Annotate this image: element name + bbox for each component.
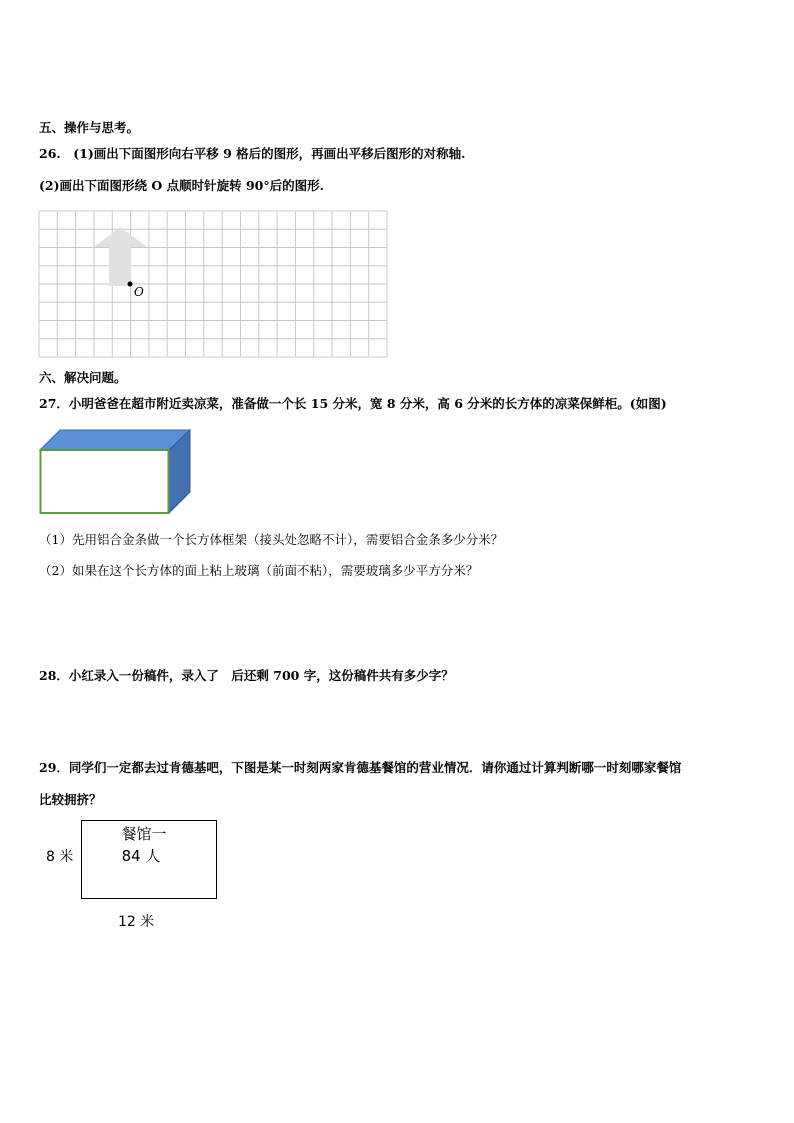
question-28: 28．小红录入一份稿件，录入了 后还剩 700 字，这份稿件共有多少字？ <box>39 668 454 683</box>
question-26-part1: 26. (1)画出下面图形向右平移 9 格后的图形，再画出平移后图形的对称轴. <box>39 146 466 161</box>
question-27-sub2: （2）如果在这个长方体的面上粘上玻璃（前面不粘），需要玻璃多少平方分米？ <box>39 563 479 578</box>
section-heading-6: 六、解决问题。 <box>39 370 127 385</box>
arrow-shape <box>94 227 147 286</box>
cuboid-figure <box>38 428 192 516</box>
grid-figure <box>38 210 388 358</box>
question-27: 27．小明爸爸在超市附近卖凉菜，准备做一个长 15 分米，宽 8 分米，高 6 分米的长方体的凉菜保鲜柜。(如图) <box>39 396 667 411</box>
question-29-line1: 29．同学们一定都去过肯德基吧，下图是某一时刻两家肯德基餐馆的营业情况．请你通过计算判断哪一时刻哪家餐馆 <box>39 760 682 775</box>
cuboid-front-face <box>41 450 169 513</box>
question-27-sub1: （1）先用铝合金条做一个长方体框架（接头处忽略不计），需要铝合金条多少分米？ <box>39 532 504 547</box>
cuboid-top-face <box>40 430 190 450</box>
section-heading-5: 五、操作与思考。 <box>39 120 140 135</box>
grid-lines <box>39 211 387 357</box>
width-label: 12 米 <box>118 914 155 930</box>
restaurant-people: 84 人 <box>121 847 161 865</box>
rotation-point <box>128 282 133 287</box>
height-label: 8 米 <box>46 849 74 865</box>
restaurant-name: 餐馆一 <box>121 825 167 843</box>
point-label-o: O <box>134 285 144 299</box>
question-29-line2: 比较拥挤？ <box>39 792 102 807</box>
question-26-part2: (2)画出下面图形绕 O 点顺时针旋转 90°后的图形. <box>39 178 324 193</box>
